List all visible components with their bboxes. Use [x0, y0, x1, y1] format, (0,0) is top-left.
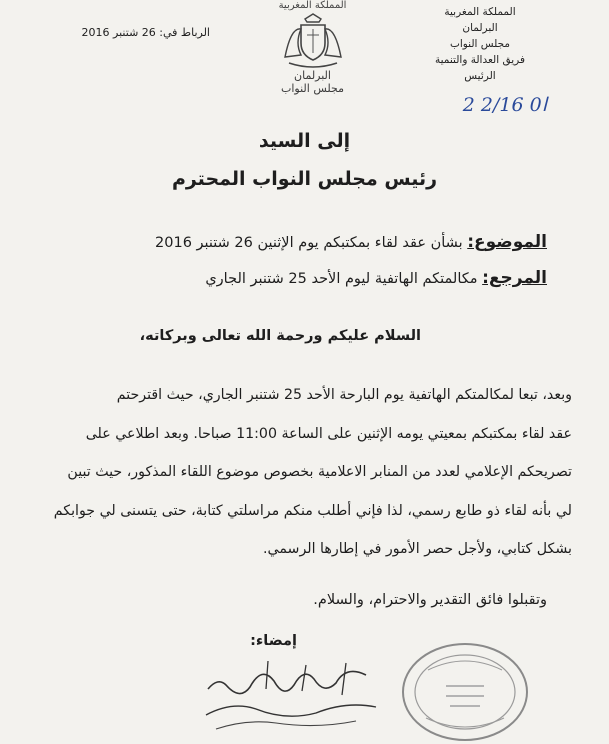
org-line-president: الرئيس [464, 70, 496, 82]
body-line: وبعد، تبعا لمكالمتكم الهاتفية يوم البارحة الأحد 25 شتنبر الجاري، حيث اقترحتم [116, 387, 572, 403]
emblem-parliament-text: البرلمان [294, 69, 331, 82]
reference-label: المرجع: [482, 268, 547, 288]
org-line-parliament: البرلمان [462, 22, 498, 34]
subject-label: الموضوع: [467, 232, 547, 252]
reference-line [107, 268, 547, 288]
org-line-kingdom: المملكة المغربية [444, 6, 516, 18]
reference-text: مكالمتكم الهاتفية ليوم الأحد 25 شتنبر الجاري [205, 271, 478, 287]
addressee-title: رئيس مجلس النواب المحترم [171, 168, 438, 190]
emblem-house-text: مجلس النواب [281, 82, 344, 95]
body-line: بشكل كتابي، ولأجل حصر الأمور في إطارها الرسمي. [263, 541, 572, 557]
body-line: لي بأنه لقاء ذو طابع رسمي، لذا فإني أطلب منكم مراسلتي كتابة، حتى يتسنى لي جوابكم [53, 502, 572, 519]
addressee-to: إلى السيد [258, 130, 351, 152]
body-line: تصريحكم الإعلامي لعدد من المنابر الاعلامية بخصوص موضوع اللقاء المذكور، حيث تبين [67, 464, 572, 480]
letter-body [42, 376, 572, 569]
subject-text: بشأن عقد لقاء بمكتبكم يوم الإثنين 26 شتنبر 2016 [155, 235, 463, 251]
closing-line: وتقبلوا فائق التقدير والاحترام، والسلام. [313, 592, 547, 608]
body-line: عقد لقاء بمكتبكم بمعيتي يومه الإثنين على الساعة 11:00 صباحا. وبعد اطلاعي على [85, 425, 572, 442]
letter-date: الرباط في: 26 شتنبر 2016 [81, 26, 210, 39]
royal-emblem [255, 0, 370, 100]
handwritten-signature [196, 655, 386, 740]
emblem-kingdom-text: المملكة المغربية [278, 0, 347, 11]
signature-label: إمضاء: [250, 633, 297, 649]
coat-of-arms-icon [281, 13, 345, 69]
greeting: السلام عليكم ورحمة الله تعالى وبركاته، [139, 328, 421, 344]
handwritten-reference-number: 2 ا0 2/16 [462, 94, 547, 116]
official-stamp [398, 640, 533, 744]
org-line-house: مجلس النواب [449, 38, 511, 50]
org-line-group: فريق العدالة والتنمية [435, 54, 525, 66]
subject-line [107, 232, 547, 252]
letterhead-org [415, 4, 545, 84]
